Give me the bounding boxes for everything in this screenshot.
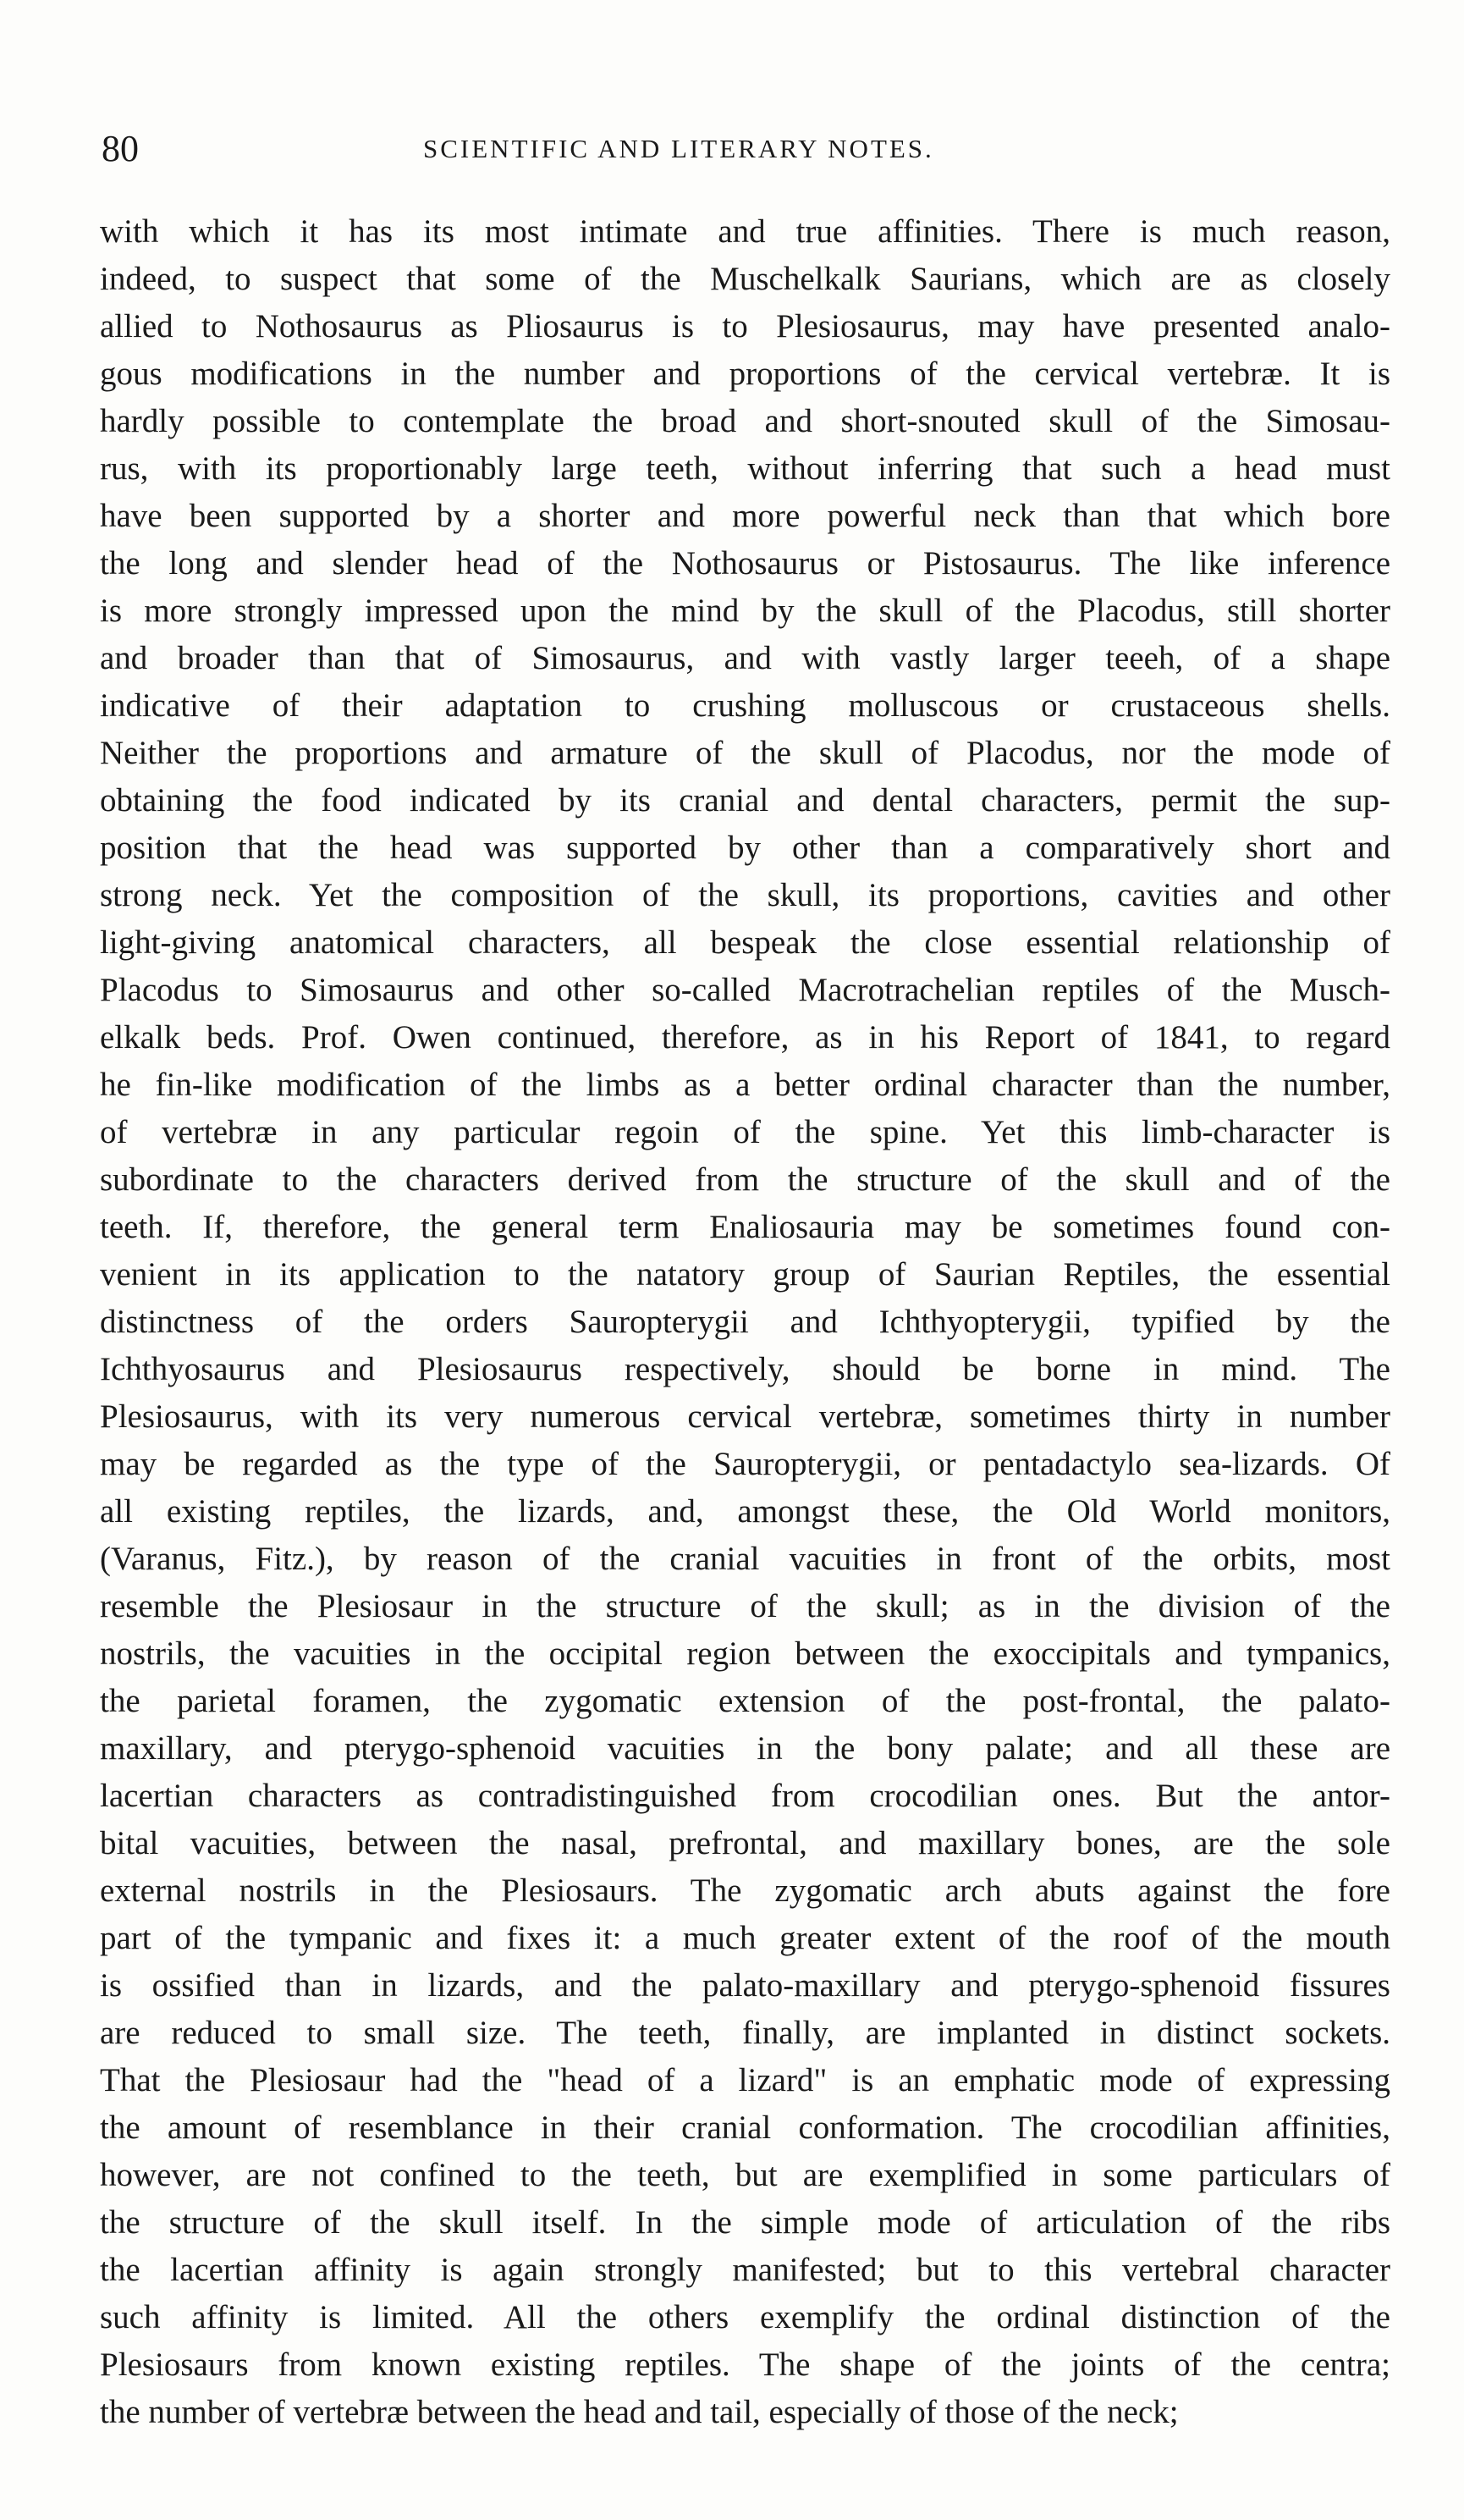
text-line: the long and slender head of the Nothosaurus or Pistosaurus. The like inference: [100, 545, 1390, 582]
text-line: strong neck. Yet the composition of the skull, its proportions, cavities and other: [100, 877, 1390, 913]
text-line: Ichthyosaurus and Plesiosaurus respectively, should be borne in mind. The: [100, 1351, 1390, 1387]
text-line: and broader than that of Simosaurus, and with vastly larger teeeh, of a shape: [100, 640, 1390, 676]
text-line: resemble the Plesiosaur in the structure of the skull; as in the division of the: [100, 1588, 1390, 1624]
text-line: bital vacuities, between the nasal, prefrontal, and maxillary bones, are the sole: [100, 1825, 1390, 1861]
text-line: is ossified than in lizards, and the palato-maxillary and pterygo-sphenoid fissures: [100, 1967, 1390, 2004]
body-text: [100, 208, 1390, 2436]
text-line: rus, with its proportionably large teeth, without inferring that such a head must: [100, 450, 1390, 487]
text-line: lacertian characters as contradistinguished from crocodilian ones. But the antor-: [100, 1778, 1390, 1814]
text-line: the number of vertebræ between the head and tail, especially of those of the neck;: [100, 2394, 1179, 2430]
text-line: all existing reptiles, the lizards, and, amongst these, the Old World monitors,: [100, 1493, 1390, 1530]
text-line: have been supported by a shorter and more powerful neck than that which bore: [100, 498, 1390, 534]
text-line: such affinity is limited. All the others exemplify the ordinal distinction of the: [100, 2299, 1390, 2335]
running-head: SCIENTIFIC AND LITERARY NOTES.: [423, 134, 934, 163]
text-line: subordinate to the characters derived from the structure of the skull and of the: [100, 1161, 1390, 1198]
text-line: he fin-like modification of the limbs as a better ordinal character than the number,: [100, 1067, 1390, 1103]
text-line: may be regarded as the type of the Sauropterygii, or pentadactylo sea-lizards. Of: [100, 1446, 1390, 1482]
text-line: part of the tympanic and fixes it: a much greater extent of the roof of the mouth: [100, 1920, 1390, 1956]
text-line: distinctness of the orders Sauropterygii and Ichthyopterygii, typified by the: [100, 1304, 1390, 1340]
text-line: obtaining the food indicated by its cranial and dental characters, permit the sup-: [100, 782, 1390, 819]
text-line: (Varanus, Fitz.), by reason of the cranial vacuities in front of the orbits, most: [100, 1541, 1390, 1577]
text-line: gous modifications in the number and proportions of the cervical vertebræ. It is: [100, 356, 1390, 392]
text-line: indeed, to suspect that some of the Muschelkalk Saurians, which are as closely: [100, 261, 1390, 297]
text-line: Plesiosaurs from known existing reptiles. The shape of the joints of the centra;: [100, 2346, 1390, 2383]
text-line: light-giving anatomical characters, all bespeak the close essential relationship of: [100, 924, 1390, 961]
text-line: however, are not confined to the teeth, but are exemplified in some particulars of: [100, 2157, 1390, 2193]
text-line: elkalk beds. Prof. Owen continued, therefore, as in his Report of 1841, to regard: [100, 1019, 1390, 1056]
text-line: the amount of resemblance in their cranial conformation. The crocodilian affinities,: [100, 2109, 1390, 2146]
text-line: indicative of their adaptation to crushing molluscous or crustaceous shells.: [100, 687, 1390, 724]
text-line: maxillary, and pterygo-sphenoid vacuities in the bony palate; and all these are: [100, 1730, 1390, 1767]
text-line: of vertebræ in any particular regoin of the spine. Yet this limb-character is: [100, 1114, 1390, 1150]
text-line: teeth. If, therefore, the general term Enaliosauria may be sometimes found con-: [100, 1209, 1390, 1245]
text-line: Neither the proportions and armature of the skull of Placodus, nor the mode of: [100, 735, 1390, 771]
text-line: hardly possible to contemplate the broad and short-snouted skull of the Simosau-: [100, 403, 1390, 439]
text-line: venient in its application to the natatory group of Saurian Reptiles, the essential: [100, 1256, 1390, 1293]
text-line: position that the head was supported by other than a comparatively short and: [100, 830, 1390, 866]
text-line: allied to Nothosaurus as Pliosaurus is to Plesiosaurus, may have presented analo-: [100, 308, 1390, 345]
page-header: [102, 127, 1388, 178]
text-line: external nostrils in the Plesiosaurs. The zygomatic arch abuts against the fore: [100, 1872, 1390, 1909]
text-line: are reduced to small size. The teeth, finally, are implanted in distinct sockets.: [100, 2015, 1390, 2051]
text-line: nostrils, the vacuities in the occipital region between the exoccipitals and tympanics,: [100, 1635, 1390, 1672]
text-line: the lacertian affinity is again strongly manifested; but to this vertebral character: [100, 2252, 1390, 2288]
text-line: Plesiosaurus, with its very numerous cervical vertebræ, sometimes thirty in number: [100, 1398, 1390, 1435]
text-line: Placodus to Simosaurus and other so-called Macrotrachelian reptiles of the Musch-: [100, 972, 1390, 1008]
text-line: with which it has its most intimate and true affinities. There is much reason,: [100, 213, 1390, 250]
text-line: is more strongly impressed upon the mind by the skull of the Placodus, still shorter: [100, 593, 1390, 629]
text-line: the parietal foramen, the zygomatic extension of the post-frontal, the palato-: [100, 1683, 1390, 1719]
text-line: the structure of the skull itself. In the simple mode of articulation of the ribs: [100, 2204, 1390, 2241]
text-line: That the Plesiosaur had the "head of a lizard" is an emphatic mode of expressing: [100, 2062, 1390, 2098]
page-number: 80: [102, 128, 139, 169]
